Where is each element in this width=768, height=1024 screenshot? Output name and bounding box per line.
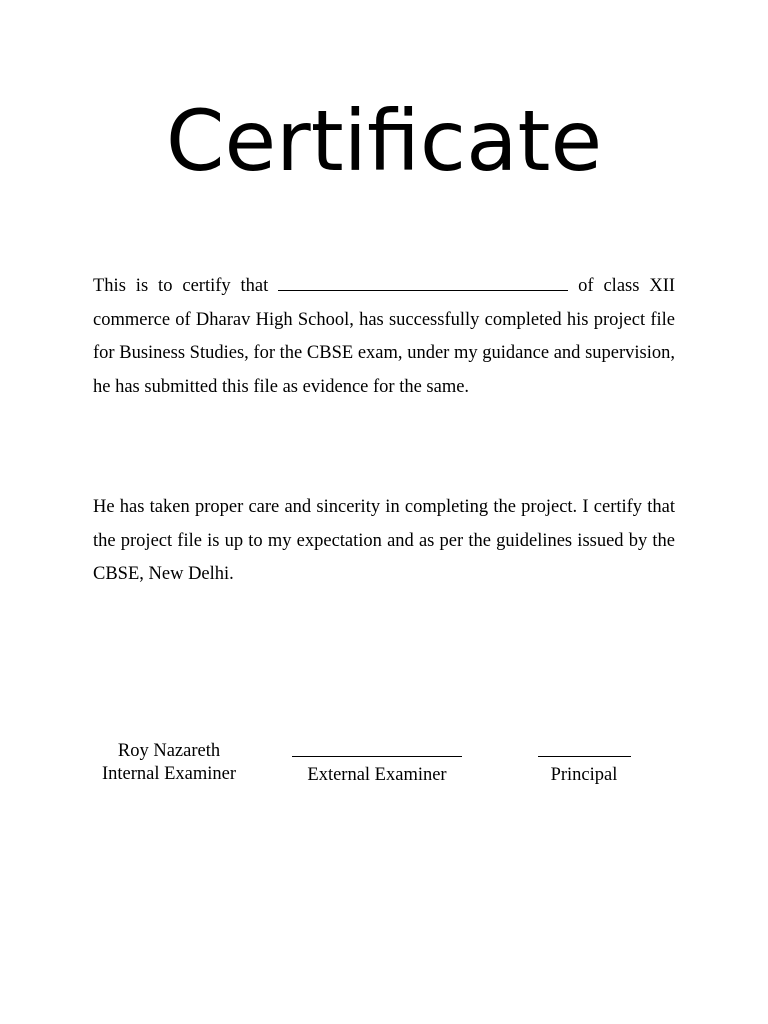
certify-intro-text: This is to certify that bbox=[93, 276, 269, 296]
principal-signature-line bbox=[538, 740, 631, 757]
internal-examiner-label: Internal Examiner bbox=[101, 764, 237, 784]
certify-body-text: of class XII commerce of Dharav High School, has successfully completed his project file for Business Studies, for the CBSE exam, under my guidance and supervision, he has submitted this file as evidence for the same. bbox=[93, 276, 676, 397]
certificate-title: Certificate bbox=[165, 92, 603, 190]
sincerity-paragraph: He has taken proper care and sincerity in completing the project. I certify that the project file is up to my expectation and as per the guidelines issued by the CBSE, New Delhi. bbox=[93, 497, 675, 584]
principal-signature bbox=[530, 740, 638, 787]
external-examiner-signature bbox=[290, 740, 464, 787]
internal-examiner-signature bbox=[93, 740, 245, 786]
certification-paragraph bbox=[93, 270, 675, 404]
principal-label: Principal bbox=[550, 765, 618, 785]
external-examiner-signature-line bbox=[292, 740, 462, 757]
internal-examiner-name: Roy Nazareth bbox=[117, 741, 221, 761]
student-name-blank bbox=[278, 274, 568, 291]
external-examiner-label: External Examiner bbox=[307, 765, 447, 785]
